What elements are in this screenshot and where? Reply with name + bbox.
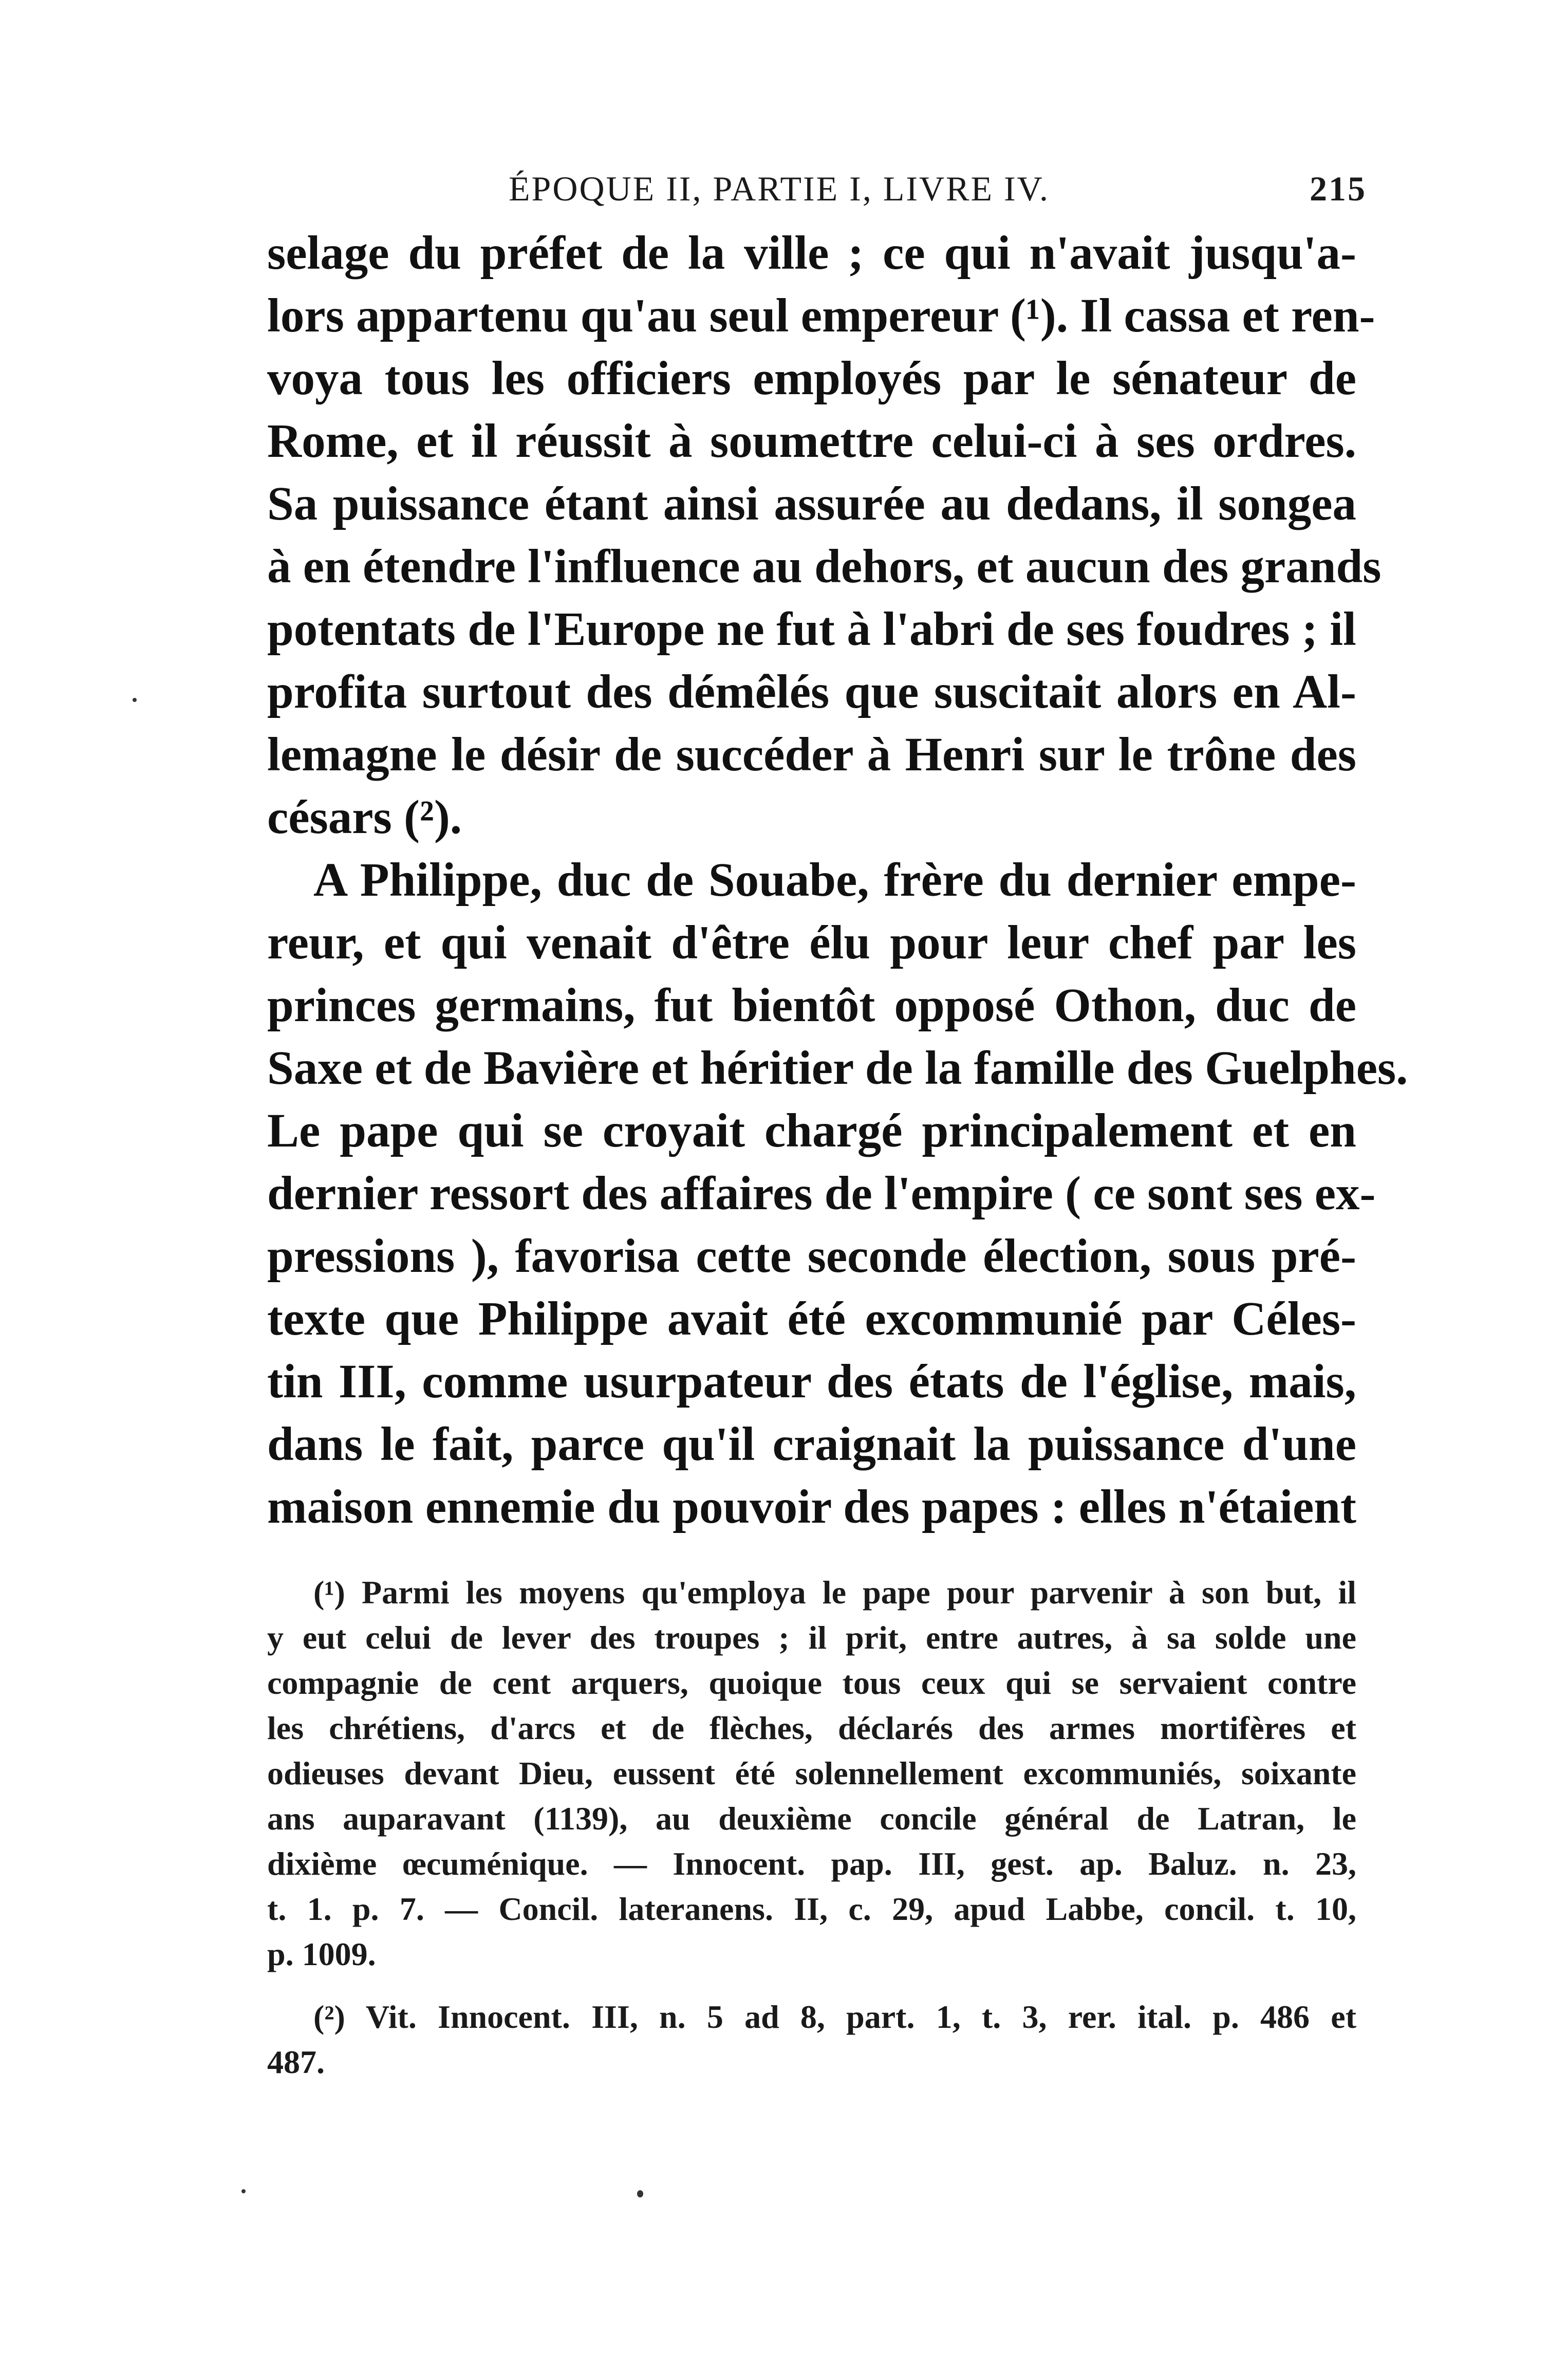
page-header [267,169,1367,220]
text-line: Saxe et de Bavière et héritier de la famille des Guelphes. [267,1042,1408,1095]
print-speck [133,698,137,702]
footnote-line: (¹) Parmi les moyens qu'employa le pape pour parvenir à son but, il [313,1574,1356,1611]
text-line: Rome, et il réussit à soumettre celui-ci à ses ordres. [267,415,1356,468]
text-line: césars (²). [267,791,462,844]
text-line: tin III, comme usurpateur des états de l'église, mais, [267,1355,1356,1408]
text-line: lemagne le désir de succéder à Henri sur le trône des [267,728,1356,781]
footnote-line: dixième œcuménique. — Innocent. pap. III, gest. ap. Baluz. n. 23, [267,1845,1356,1882]
text-line: dans le fait, parce qu'il craignait la puissance d'une [267,1418,1356,1471]
text-line: A Philippe, duc de Souabe, frère du dernier empe- [313,854,1356,907]
text-line: texte que Philippe avait été excommunié par Céles- [267,1292,1356,1345]
footnote-line: ans auparavant (1139), au deuxième concile général de Latran, le [267,1800,1356,1837]
footnote-line: t. 1. p. 7. — Concil. lateranens. II, c. 29, apud Labbe, concil. t. 10, [267,1891,1356,1927]
footnote-line: les chrétiens, d'arcs et de flèches, déclarés des armes mortifères et [267,1710,1356,1746]
main-text [267,222,1408,1539]
text-line: lors appartenu qu'au seul empereur (¹). Il cassa et ren- [267,289,1375,342]
text-line: selage du préfet de la ville ; ce qui n'avait jusqu'a- [267,227,1356,280]
text-line: dernier ressort des affaires de l'empire ( ce sont ses ex- [267,1167,1376,1220]
text-line: princes germains, fut bientôt opposé Othon, duc de [267,979,1356,1032]
text-line: profita surtout des démêlés que suscitait alors en Al- [267,665,1356,718]
footnote-line: odieuses devant Dieu, eussent été solennellement excommuniés, soixante [267,1755,1356,1791]
print-speck [637,2190,643,2197]
footnote-2 [267,1994,1356,2085]
footnote-line: compagnie de cent arquers, quoique tous ceux qui se servaient contre [267,1665,1356,1701]
text-line: reur, et qui venait d'être élu pour leur chef par les [267,916,1356,969]
text-line: maison ennemie du pouvoir des papes : elles n'étaient [267,1481,1356,1533]
footnote-line: 487. [267,2044,325,2080]
text-line: voya tous les officiers employés par le sénateur de [267,352,1356,405]
text-line: Sa puissance étant ainsi assurée au dedans, il songea [267,477,1356,530]
footnotes [267,1570,1356,2085]
text-line: Le pape qui se croyait chargé principalement et en [267,1104,1356,1157]
text-line: pressions ), favorisa cette seconde élection, sous pré- [267,1230,1356,1283]
running-title: ÉPOQUE II, PARTIE I, LIVRE IV. [509,169,1050,208]
page-number: 215 [1310,169,1367,208]
print-speck [241,2189,246,2193]
footnote-line: y eut celui de lever des troupes ; il prit, entre autres, à sa solde une [267,1619,1356,1656]
footnote-1 [267,1570,1356,1977]
footnote-line: p. 1009. [267,1936,376,1972]
text-line: potentats de l'Europe ne fut à l'abri de ses foudres ; il [267,603,1356,656]
text-line: à en étendre l'influence au dehors, et aucun des grands [267,540,1382,593]
footnote-line: (²) Vit. Innocent. III, n. 5 ad 8, part. 1, t. 3, rer. ital. p. 486 et [313,1999,1356,2035]
